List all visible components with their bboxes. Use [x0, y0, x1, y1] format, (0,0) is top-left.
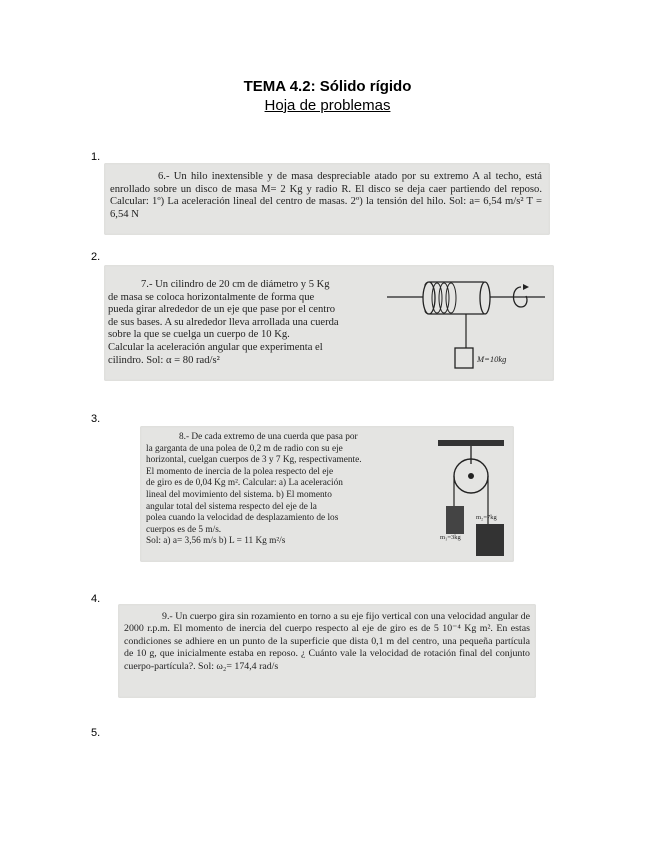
problem-number-4: 4.	[91, 593, 101, 605]
problem-2-line: de masa se coloca horizontalmente de forma que	[108, 291, 315, 303]
problem-3-text	[146, 432, 421, 548]
problem-2-line: pueda girar alrededor de un eje que pase por el centro	[108, 304, 336, 316]
problem-2-line: cilindro. Sol: α = 80 rad/s²	[108, 354, 220, 366]
problem-number-1: 1.	[91, 151, 101, 163]
problem-2-line: Calcular la aceleración angular que experimenta el	[108, 341, 323, 353]
problem-number-5: 5.	[91, 727, 101, 739]
problem-3-line: El momento de inercia de la polea respecto del eje	[146, 466, 334, 477]
problem-2-line: de sus bases. A su alrededor lleva arrollada una cuerda	[108, 316, 339, 328]
problem-2-text	[108, 279, 398, 367]
problem-2-line: 7.- Un cilindro de 20 cm de diámetro y 5 Kg	[141, 279, 330, 290]
problem-number-2: 2.	[91, 251, 101, 263]
problem-3-line: Sol: a) a= 3,56 m/s b) L = 11 Kg m²/s	[146, 536, 286, 547]
problem-3-line: polea cuando la velocidad de desplazamiento de los	[146, 513, 339, 524]
page-subtitle: Hoja de problemas	[264, 97, 391, 114]
problem-3-line: cuerpos es de 5 m/s.	[146, 524, 222, 535]
mass-label: M=10kg	[477, 354, 507, 364]
problem-3-line: 8.- De cada extremo de una cuerda que pasa por	[179, 432, 358, 442]
problem-3-line: horizontal, cuelgan cuerpos de 3 y 7 Kg, respectivamente.	[146, 455, 362, 466]
mass-label-1: m₁=3kg	[440, 534, 461, 541]
problem-3-line: angular total del sistema respecto del eje de la	[146, 501, 317, 512]
problem-3-line: de giro es de 0,04 Kg m². Calcular: a) La aceleración	[146, 478, 343, 489]
problem-2-line: sobre la que se cuelga un cuerpo de 10 Kg.	[108, 329, 290, 341]
problem-number-3: 3.	[91, 413, 101, 425]
page-title: TEMA 4.2: Sólido rígido	[243, 78, 412, 95]
cylinder-figure	[385, 270, 550, 378]
problem-3-line: la garganta de una polea de 0,2 m de radio con su eje	[146, 443, 343, 454]
problem-1-text: 6.- Un hilo inextensible y de masa despreciable atado por su extremo A al techo, está enrollado sobre un disco de masa M= 2 Kg y radio R. El disco se deja caer partiendo del reposo. Calcular: 1º) La aceleración lineal del centro de masas. 2º) la tensión del hilo. Sol: a= 6,54 m/s² T = 6,54 N	[110, 171, 542, 220]
mass-label-2: m₂=7kg	[476, 514, 497, 521]
problem-3-line: lineal del movimiento del sistema. b) El momento	[146, 489, 332, 500]
problem-4-text: 9.- Un cuerpo gira sin rozamiento en torno a su eje fijo vertical con una velocidad angular de 2000 r.p.m. El momento de inercia del cuerpo respecto al eje de giro es de 5 10⁻⁴ Kg m². En estas condiciones se adhiere en un punto de la superficie que dista 0,1 m del centro, una pequeña partícula de 10 g, que inicialmente estaba en reposo. ¿ Cuánto vale la velocidad de rotación final del conjunto cuerpo-partícula?. Sol: ω₂= 174,4 rad/s	[124, 611, 530, 672]
